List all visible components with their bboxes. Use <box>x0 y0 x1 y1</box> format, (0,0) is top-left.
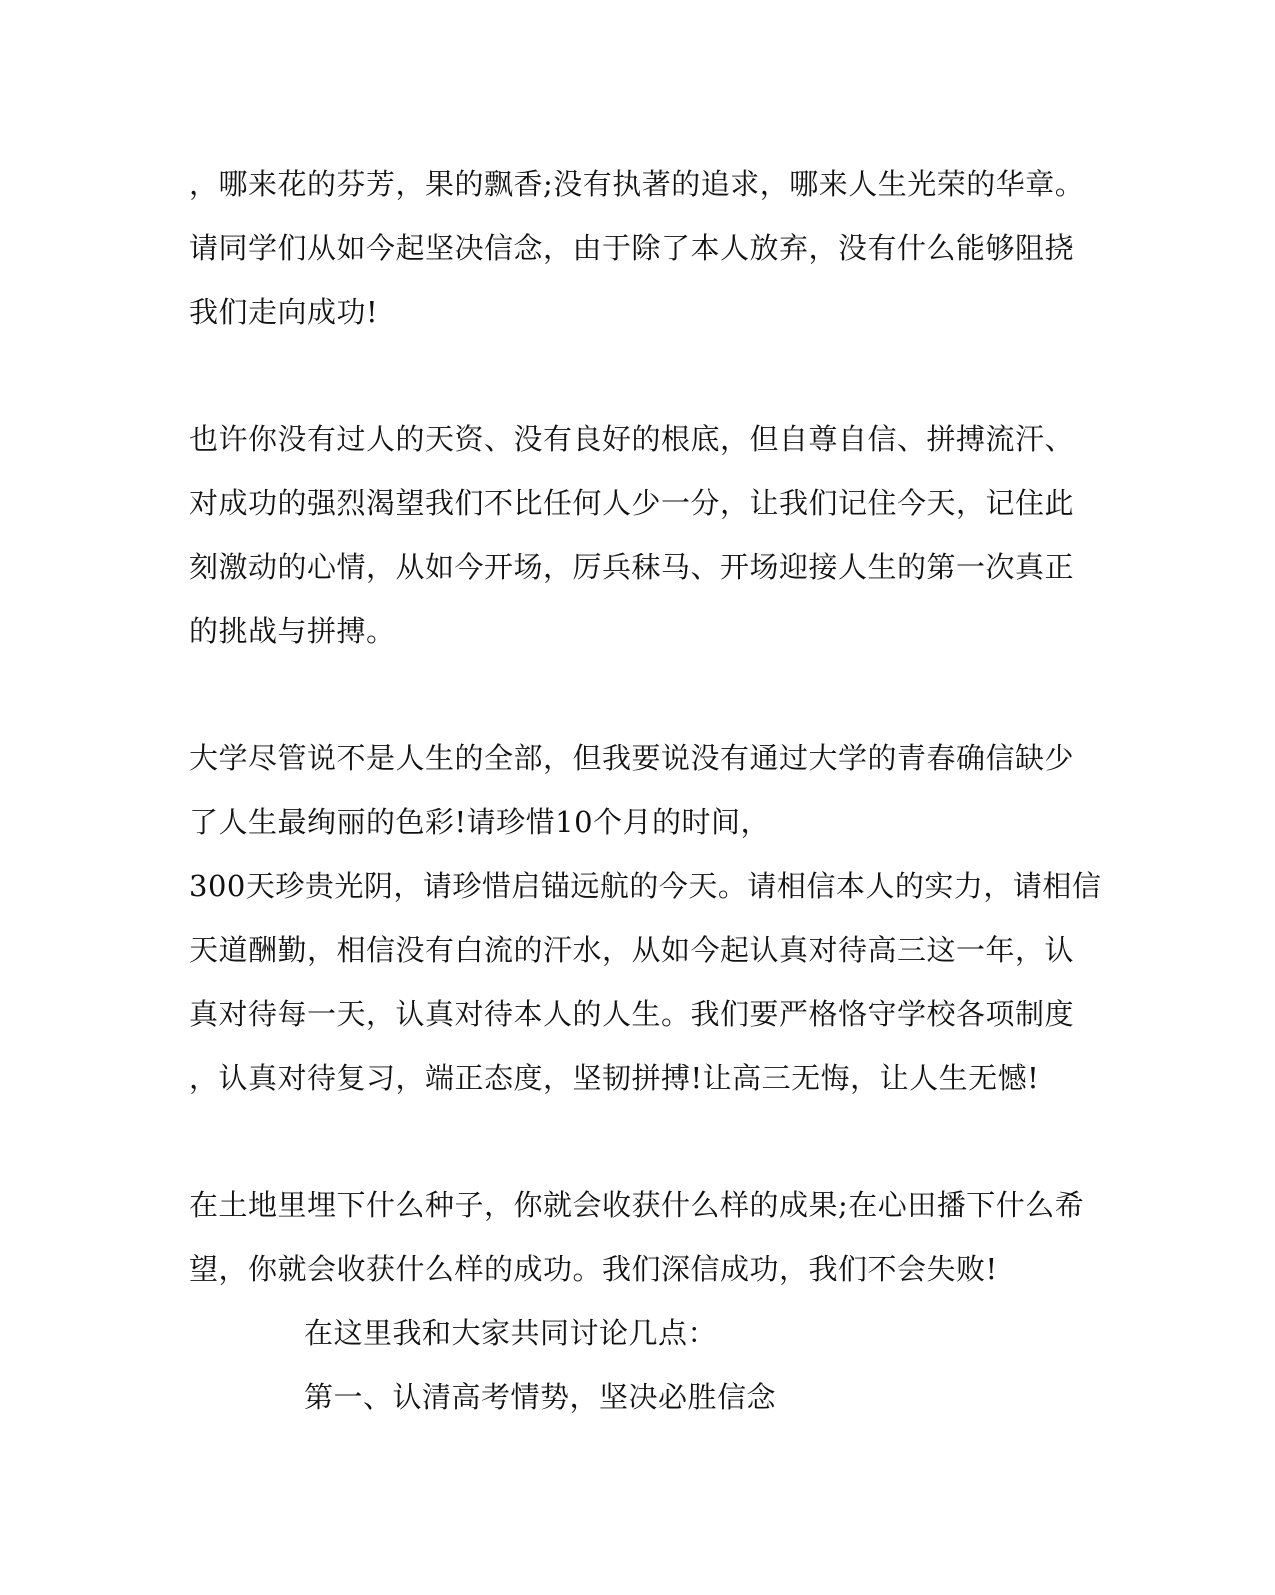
text-line: 了人生最绚丽的色彩!请珍惜10个月的时间， <box>189 805 771 839</box>
text-line: 望，你就会收获什么样的成功。我们深信成功，我们不会失败! <box>189 1252 998 1286</box>
text-line: 刻激动的心情，从如今开场，厉兵秣马、开场迎接人生的第一次真正 <box>189 550 1075 584</box>
text-line: 请同学们从如今起坚决信念，由于除了本人放弃，没有什么能够阻挠 <box>189 231 1075 265</box>
text-line: ，哪来花的芬芳，果的飘香;没有执著的追求，哪来人生光荣的华章。 <box>189 167 1085 201</box>
text-line: 真对待每一天，认真对待本人的人生。我们要严格恪守学校各项制度 <box>189 997 1075 1031</box>
text-line: 也许你没有过人的天资、没有良好的根底，但自尊自信、拼搏流汗、 <box>189 422 1075 456</box>
text-line: 300天珍贵光阴，请珍惜启锚远航的今天。请相信本人的实力，请相信 <box>189 869 1102 903</box>
text-line: 的挑战与拼搏。 <box>189 614 396 648</box>
text-line: 我们走向成功! <box>189 295 379 329</box>
text-line: ，认真对待复习，端正态度，坚韧拼搏!让高三无悔，让人生无憾! <box>189 1061 1040 1095</box>
text-line: 天道酬勤，相信没有白流的汗水，从如今起认真对待高三这一年，认 <box>189 933 1075 967</box>
discussion-intro: 在这里我和大家共同讨论几点： <box>304 1316 718 1350</box>
text-line: 对成功的强烈渴望我们不比任何人少一分，让我们记住今天，记住此 <box>189 486 1075 520</box>
point-one-heading: 第一、认清高考情势，坚决必胜信念 <box>304 1380 777 1414</box>
text-line: 大学尽管说不是人生的全部，但我要说没有通过大学的青春确信缺少 <box>189 741 1075 775</box>
text-line: 在土地里埋下什么种子，你就会收获什么样的成果;在心田播下什么希 <box>189 1188 1085 1222</box>
